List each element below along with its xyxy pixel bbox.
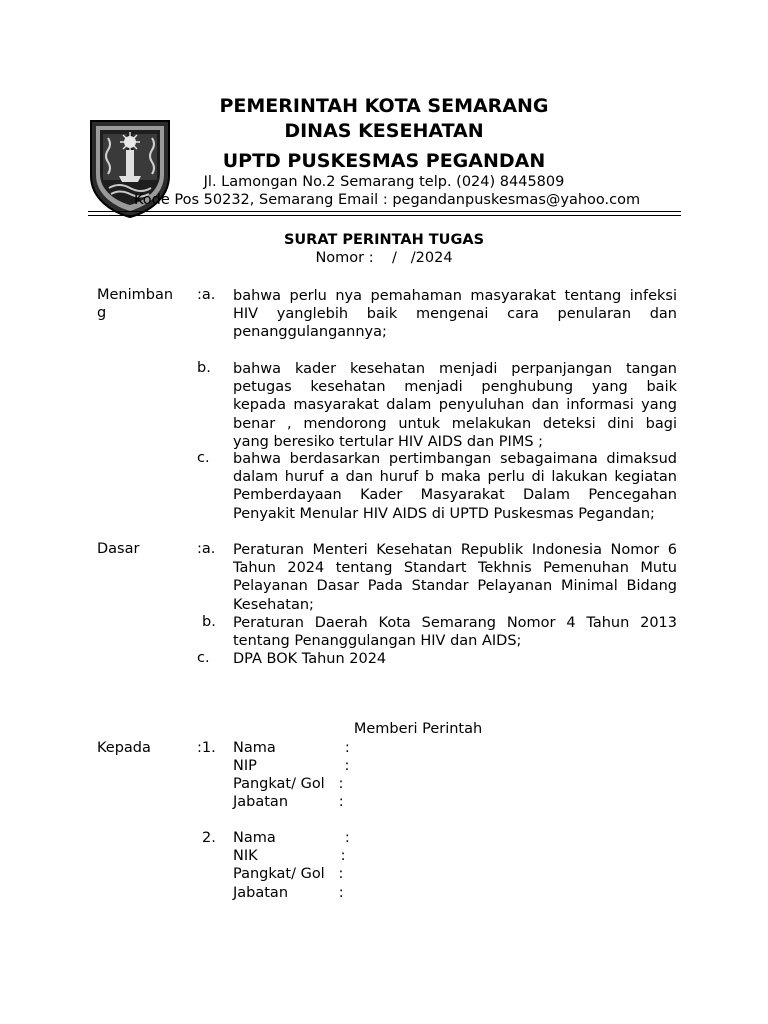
field-jabatan: Jabatan : bbox=[233, 794, 344, 810]
header-unit: UPTD PUSKESMAS PEGANDAN bbox=[222, 150, 546, 172]
header-address: Jl. Lamongan No.2 Semarang telp. (024) 8445809 bbox=[203, 174, 565, 190]
list-marker: b. bbox=[202, 614, 216, 630]
list-item: bahwa kader kesehatan menjadi perpanjangan tangan petugas kesehatan menjadi penghubung yang baik kepada masyarakat dalam penyuluhan dan informasi yang benar , mendorong untuk melakukan deteksi dini bagi yang beresiko tertular HIV AIDS dan PIMS ; bbox=[233, 361, 677, 450]
list-item: Peraturan Menteri Kesehatan Republik Indonesia Nomor 6 Tahun 2024 tentang Standart Tekhnis Pemenuhan Mutu Pelayanan Dasar Pada Standar Pelayanan Minimal Bidang Kesehatan; bbox=[233, 542, 677, 613]
person-marker: :1. bbox=[197, 740, 216, 756]
header-divider-bottom bbox=[88, 215, 681, 216]
list-item: Peraturan Daerah Kota Semarang Nomor 4 Tahun 2013 tentang Penanggulangan HIV dan AIDS; bbox=[233, 615, 677, 650]
field-pangkat-gol: Pangkat/ Gol : bbox=[233, 866, 344, 882]
list-item: DPA BOK Tahun 2024 bbox=[233, 651, 387, 667]
header-postal-email: Kode Pos 50232, Semarang Email : pegandanpuskesmas@yahoo.com bbox=[134, 192, 641, 208]
field-nik: NIK : bbox=[233, 848, 346, 864]
person-marker: 2. bbox=[202, 830, 216, 846]
field-nama: Nama : bbox=[233, 830, 350, 846]
list-marker: c. bbox=[197, 650, 210, 666]
section-label-dasar: Dasar bbox=[97, 541, 140, 557]
order-heading: Memberi Perintah bbox=[353, 721, 483, 737]
header-government: PEMERINTAH KOTA SEMARANG bbox=[219, 95, 549, 117]
list-item: bahwa berdasarkan pertimbangan sebagaimana dimaksud dalam huruf a dan huruf b maka perlu di lakukan kegiatan Pemberdayaan Kader Masyarakat Dalam Pencegahan Penyakit Menular HIV AIDS di UPTD Puskesmas Pegandan; bbox=[233, 451, 677, 522]
list-marker: :a. bbox=[197, 287, 216, 303]
section-label-menimbang-wrap: g bbox=[97, 305, 107, 321]
field-nama: Nama : bbox=[233, 740, 350, 756]
field-pangkat-gol: Pangkat/ Gol : bbox=[233, 776, 344, 792]
list-marker: :a. bbox=[197, 541, 216, 557]
letter-title: SURAT PERINTAH TUGAS bbox=[283, 232, 485, 248]
list-item: bahwa perlu nya pemahaman masyarakat tentang infeksi HIV yanglebih baik mengenai cara penularan dan penanggulangannya; bbox=[233, 288, 677, 341]
list-marker: b. bbox=[197, 360, 211, 376]
list-marker: c. bbox=[197, 450, 210, 466]
field-jabatan: Jabatan : bbox=[233, 885, 344, 901]
section-label-kepada: Kepada bbox=[97, 740, 151, 756]
field-nip: NIP : bbox=[233, 758, 350, 774]
header-department: DINAS KESEHATAN bbox=[284, 120, 484, 142]
section-label-menimbang: Menimban bbox=[97, 287, 174, 303]
header-divider-top bbox=[88, 211, 681, 212]
letter-number: Nomor : / /2024 bbox=[315, 250, 453, 266]
